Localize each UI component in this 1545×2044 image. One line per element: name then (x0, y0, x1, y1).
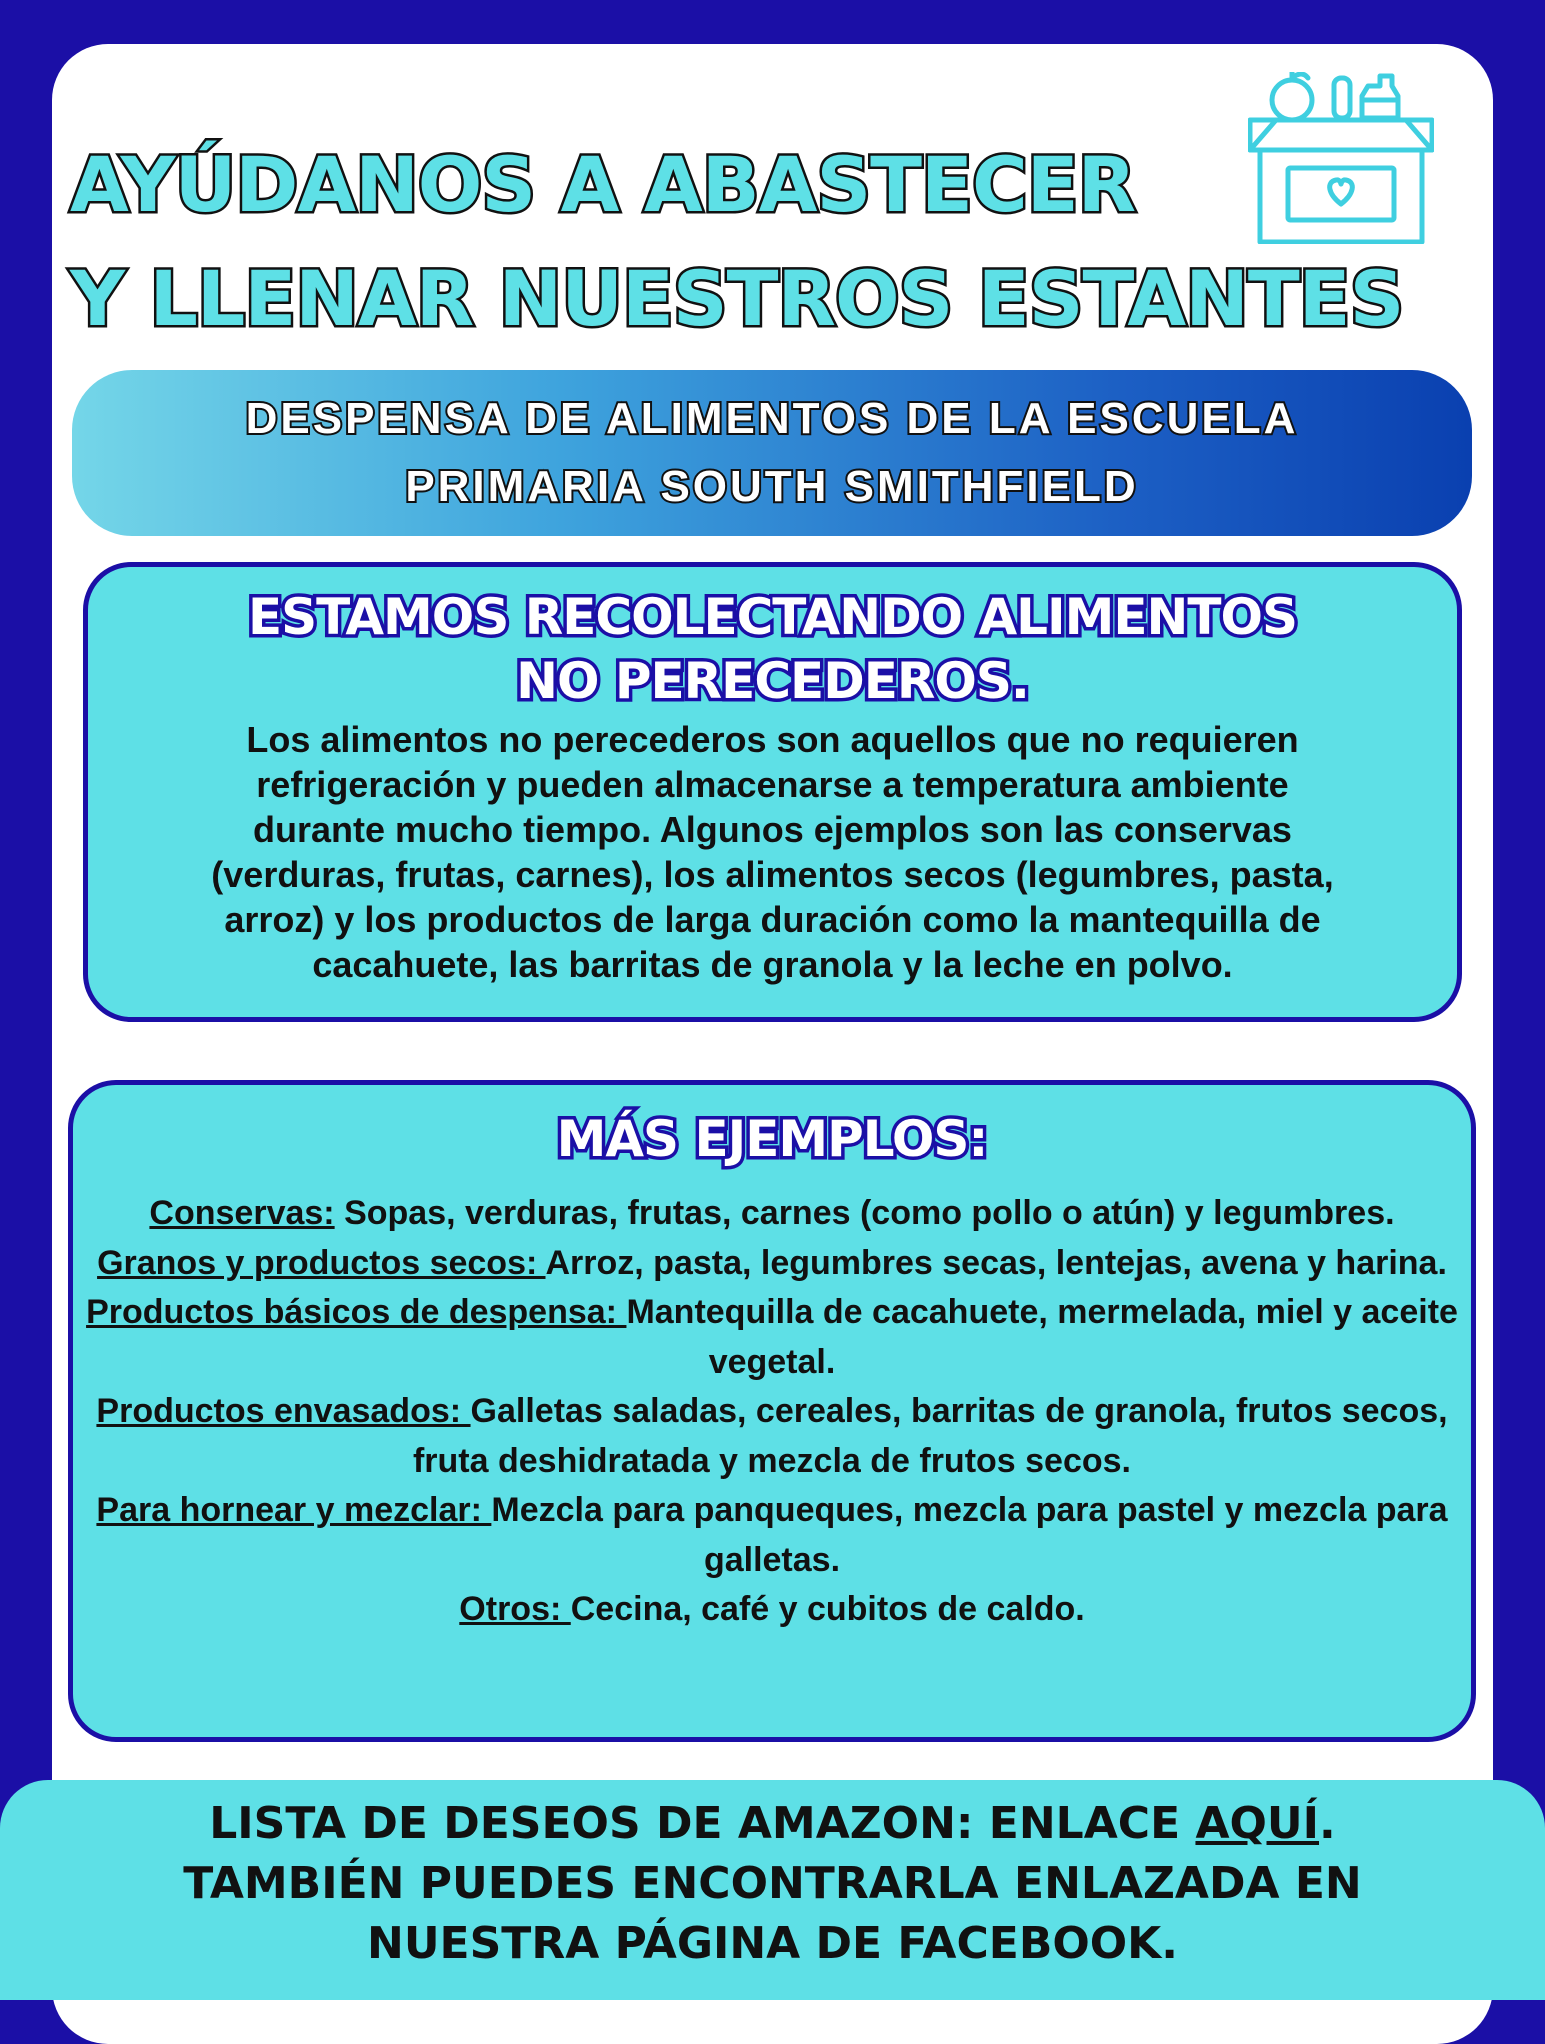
banner-line-2: PRIMARIA SOUTH SMITHFIELD (405, 462, 1139, 511)
description-line: durante mucho tiempo. Algunos ejemplos son las conservas (253, 809, 1292, 850)
example-item (81, 1189, 1463, 1239)
amazon-wishlist-link[interactable]: AQUÍ (1195, 1798, 1320, 1849)
footer-prefix: LISTA DE DESEOS DE AMAZON: ENLACE (209, 1798, 1196, 1849)
example-text: Arroz, pasta, legumbres secas, lentejas, avena y harina. (545, 1243, 1447, 1282)
example-category: Conservas: (149, 1194, 335, 1232)
example-item (81, 1387, 1463, 1486)
collecting-panel (83, 562, 1462, 1022)
example-item (81, 1486, 1463, 1585)
description-line: cacahuete, las barritas de granola y la leche en polvo. (312, 944, 1233, 985)
examples-panel (68, 1080, 1476, 1742)
collecting-description (110, 717, 1435, 987)
example-item (81, 1239, 1463, 1289)
banner-line-1: DESPENSA DE ALIMENTOS DE LA ESCUELA (245, 394, 1299, 443)
footer-line-2: TAMBIÉN PUEDES ENCONTRARLA ENLAZADA EN (183, 1858, 1362, 1909)
example-text: Cecina, café y cubitos de caldo. (570, 1590, 1085, 1628)
example-category: Productos básicos de despensa: (86, 1293, 627, 1331)
school-banner (72, 370, 1472, 536)
example-text: Sopas, verduras, frutas, carnes (como pollo o atún) y legumbres. (334, 1194, 1395, 1232)
examples-heading (73, 1107, 1471, 1171)
page-title (70, 128, 1404, 356)
example-category: Para hornear y mezclar: (96, 1491, 492, 1529)
examples-heading-text: MÁS EJEMPLOS: (556, 1110, 988, 1168)
example-item (81, 1288, 1463, 1387)
footer-period: . (1319, 1798, 1336, 1849)
title-line-2: Y LLENAR NUESTROS ESTANTES (70, 254, 1404, 343)
example-category: Granos y productos secos: (97, 1243, 546, 1282)
collecting-heading (88, 585, 1457, 713)
collecting-heading-line-1: ESTAMOS RECOLECTANDO ALIMENTOS (247, 588, 1298, 646)
example-text: Mantequilla de cacahuete, mermelada, miel y aceite vegetal. (626, 1293, 1458, 1381)
title-line-1: AYÚDANOS A ABASTECER (70, 140, 1136, 229)
description-line: refrigeración y pueden almacenarse a temperatura ambiente (256, 764, 1289, 805)
grocery-donation-box-icon (1248, 72, 1434, 244)
footer-line-1 (0, 1794, 1545, 1854)
description-line: arroz) y los productos de larga duración como la mantequilla de (224, 899, 1321, 940)
example-category: Productos envasados: (96, 1392, 471, 1430)
amazon-wishlist-footer (0, 1780, 1545, 2000)
example-item (81, 1585, 1463, 1635)
example-text: Galletas saladas, cereales, barritas de granola, frutos secos, fruta deshidratada y mezcla de frutos secos. (412, 1392, 1448, 1480)
example-category: Otros: (459, 1590, 571, 1628)
collecting-heading-line-2: NO PERECEDEROS. (516, 652, 1029, 710)
examples-list (81, 1189, 1463, 1635)
footer-line-3: NUESTRA PÁGINA DE FACEBOOK. (367, 1918, 1178, 1969)
description-line: (verduras, frutas, carnes), los alimentos secos (legumbres, pasta, (211, 854, 1334, 895)
description-line: Los alimentos no perecederos son aquellos que no requieren (246, 719, 1299, 760)
example-text: Mezcla para panqueques, mezcla para pastel y mezcla para galletas. (491, 1491, 1448, 1579)
